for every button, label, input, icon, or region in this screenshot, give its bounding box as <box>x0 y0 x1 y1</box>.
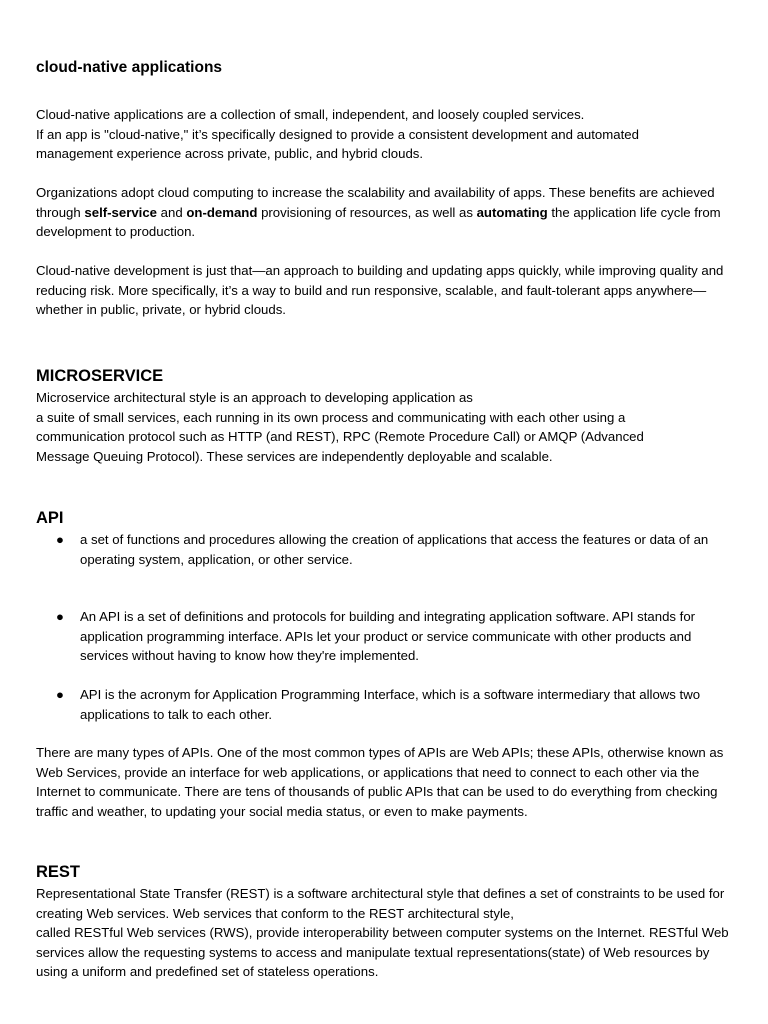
intro-line-2: If an app is "cloud-native," it’s specifically designed to provide a consistent development and automated management experience across private, public, and hybrid clouds. <box>36 126 639 161</box>
intro-p2-text-a: Organizations adopt cloud computing to increase the scalability and availability of apps. These benefits are achieved through <box>36 185 715 220</box>
rest-line-1: Representational State Transfer (REST) is a software architectural style that defines a set of constraints to be used for creating Web services. Web services that conform to the REST architectural style, <box>36 886 725 921</box>
intro-line-1: Cloud-native applications are a collection of small, independent, and loosely coupled services. <box>36 107 585 122</box>
api-paragraph: There are many types of APIs. One of the most common types of APIs are Web APIs; these APIs, otherwise known as Web Services, provide an interface for web applications, or applications that need to connect to each other via the Internet to communicate. There are tens of thousands of public APIs that can be used to do everything from checking traffic and weather, to updating your social media status, or even to make payments. <box>36 745 724 819</box>
bullet-icon: ● <box>56 532 64 547</box>
rest-paragraph <box>36 884 734 982</box>
api-item-text: a set of functions and procedures allowing the creation of applications that access the features or data of an operating system, application, or other service. <box>80 532 709 567</box>
intro-p2-text-e: the application life cycle from development to production. <box>36 204 721 239</box>
intro-p2-text-c: and <box>157 204 187 220</box>
microservice-line-2: a suite of small services, each running in its own process and communicating with each other using a communication protocol such as HTTP (and REST), RPC (Remote Procedure Call) or AMQP (Advanced Message Queuing Protocol). These services are independently deployable and scalable. <box>36 409 644 464</box>
bullet-icon: ● <box>56 609 64 624</box>
page-title: cloud-native applications <box>36 59 223 76</box>
bullet-icon: ● <box>56 687 64 702</box>
api-list-item <box>56 530 736 569</box>
intro-paragraph-1 <box>36 105 716 164</box>
api-list-item <box>56 607 736 666</box>
intro-p2-bold-self-service: self-service <box>84 204 157 220</box>
api-item-text: An API is a set of definitions and protocols for building and integrating application software. API stands for application programming interface. APIs let your product or service communicate with other products and services without having to know how they're implemented. <box>80 609 696 663</box>
microservice-heading: MICROSERVICE <box>36 367 164 385</box>
rest-heading: REST <box>36 863 81 881</box>
rest-line-2: called RESTful Web services (RWS), provide interoperability between computer systems on the Internet. RESTful Web services allow the requesting systems to access and manipulate textual representations(state) of Web resources by using a uniform and predefined set of stateless operations. <box>36 925 729 979</box>
intro-p2-bold-on-demand: on-demand <box>186 204 258 220</box>
microservice-paragraph <box>36 388 696 466</box>
intro-p2-bold-automating: automating <box>476 204 548 220</box>
api-heading: API <box>36 509 64 527</box>
intro-paragraph-3: Cloud-native development is just that—an approach to building and updating apps quickly, while improving quality and reducing risk. More specifically, it’s a way to build and run responsive, scalable, and fault-tolerant apps anywhere—whether in public, private, or hybrid clouds. <box>36 263 724 317</box>
intro-paragraph-2 <box>36 183 730 242</box>
api-list-item <box>56 685 736 724</box>
microservice-line-1: Microservice architectural style is an approach to developing application as <box>36 390 473 405</box>
intro-p2-text-d: provisioning of resources, as well as <box>257 204 477 220</box>
api-item-text: API is the acronym for Application Programming Interface, which is a software intermediary that allows two applications to talk to each other. <box>80 687 701 722</box>
